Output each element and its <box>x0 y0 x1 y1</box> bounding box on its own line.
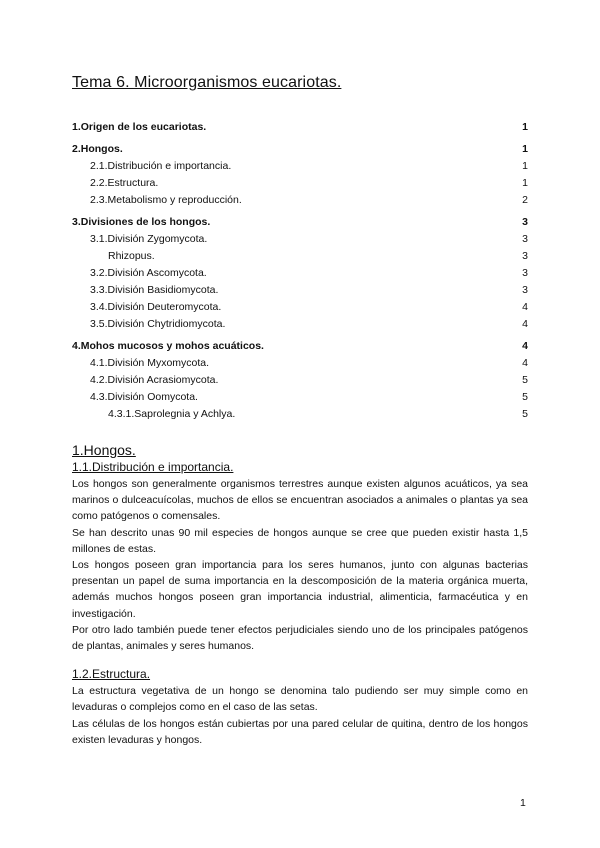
toc-entry[interactable] <box>72 338 528 355</box>
toc-entry[interactable] <box>72 389 528 406</box>
subheading-estructura: 1.2.Estructura. <box>72 667 151 682</box>
toc-entry-page: 4 <box>522 318 528 330</box>
toc-entry[interactable] <box>72 141 528 158</box>
toc-entry[interactable] <box>72 231 528 248</box>
subheading-distribucion: 1.1.Distribución e importancia. <box>72 460 234 474</box>
toc-entry-page: 1 <box>522 143 528 155</box>
document-body <box>72 441 528 748</box>
toc-entry-page: 4 <box>522 340 528 352</box>
toc-entry-label: Rhizopus. <box>108 250 155 262</box>
toc-entry[interactable] <box>72 282 528 299</box>
section-heading-hongos: 1.Hongos. <box>72 442 136 458</box>
toc-entry-page: 2 <box>522 194 528 206</box>
page-number: 1 <box>520 797 526 809</box>
toc-entry[interactable] <box>72 406 528 423</box>
toc-entry-page: 3 <box>522 216 528 228</box>
toc-entry-label: 2.1.Distribución e importancia. <box>90 160 232 172</box>
toc-entry-label: 3.5.División Chytridiomycota. <box>90 318 226 330</box>
toc-entry-page: 3 <box>522 284 528 296</box>
toc-entry[interactable] <box>72 372 528 389</box>
toc-entry[interactable] <box>72 248 528 265</box>
toc-entry-page: 3 <box>522 233 528 245</box>
toc-entry-label: 2.3.Metabolismo y reproducción. <box>90 194 242 206</box>
toc-entry-label: 2.Hongos. <box>72 143 123 155</box>
toc-entry-label: 4.1.División Myxomycota. <box>90 357 210 369</box>
toc-entry[interactable] <box>72 355 528 372</box>
toc-entry[interactable] <box>72 175 528 192</box>
toc-entry-page: 4 <box>522 357 528 369</box>
toc-entry-label: 3.1.División Zygomycota. <box>90 233 208 245</box>
toc-entry-page: 3 <box>522 250 528 262</box>
toc-entry-label: 3.3.División Basidiomycota. <box>90 284 219 296</box>
toc-entry-label: 4.3.1.Saprolegnia y Achlya. <box>108 408 236 420</box>
toc-entry[interactable] <box>72 192 528 209</box>
toc-entry-label: 4.Mohos mucosos y mohos acuáticos. <box>72 340 264 352</box>
toc-entry-page: 1 <box>522 160 528 172</box>
toc-entry-label: 3.Divisiones de los hongos. <box>72 216 211 228</box>
toc-entry[interactable] <box>72 158 528 175</box>
toc-entry[interactable] <box>72 265 528 282</box>
toc-entry-page: 5 <box>522 374 528 386</box>
toc-entry-label: 4.3.División Oomycota. <box>90 391 198 403</box>
table-of-contents <box>72 119 528 423</box>
paragraph: Los hongos poseen gran importancia para los seres humanos, junto con algunas bacterias presentan un papel de suma importancia en la descomposición de la materia orgánica muerta, además muchos hongos poseen gran importancia industrial, alimenticia, farmacéutica y en investigación. <box>72 559 528 620</box>
toc-entry-page: 5 <box>522 391 528 403</box>
toc-entry-label: 2.2.Estructura. <box>90 177 159 189</box>
document-title: Tema 6. Microorganismos eucariotas. <box>72 74 342 91</box>
toc-entry-label: 3.4.División Deuteromycota. <box>90 301 222 313</box>
toc-entry[interactable] <box>72 214 528 231</box>
paragraph: Por otro lado también puede tener efectos perjudiciales siendo uno de los principales patógenos de plantas, animales y seres humanos. <box>72 623 528 653</box>
toc-entry-page: 4 <box>522 301 528 313</box>
toc-entry-page: 3 <box>522 267 528 279</box>
toc-entry-page: 5 <box>522 408 528 420</box>
paragraph: Las células de los hongos están cubiertas por una pared celular de quitina, dentro de los hongos existen levaduras y hongos. <box>72 717 528 746</box>
paragraph: La estructura vegetativa de un hongo se denomina talo pudiendo ser muy simple como en levaduras o complejos como en el caso de las setas. <box>72 685 528 714</box>
toc-entry-label: 1.Origen de los eucariotas. <box>72 121 207 133</box>
toc-entry-label: 3.2.División Ascomycota. <box>90 267 207 279</box>
toc-entry-label: 4.2.División Acrasiomycota. <box>90 374 219 386</box>
toc-entry-page: 1 <box>522 177 528 189</box>
toc-entry[interactable] <box>72 119 528 136</box>
toc-entry[interactable] <box>72 299 528 316</box>
toc-entry-page: 1 <box>522 121 528 133</box>
toc-entry[interactable] <box>72 316 528 333</box>
paragraph: Los hongos son generalmente organismos terrestres aunque existen algunos acuáticos, ya sea marinos o dulceacuícolas, muchos de ellos se encuentran asociados a animales o plantas ya sea como patógenos o comensales. <box>72 478 528 523</box>
paragraph: Se han descrito unas 90 mil especies de hongos aunque se cree que pueden existir hasta 1,5 millones de estas. <box>72 526 528 555</box>
